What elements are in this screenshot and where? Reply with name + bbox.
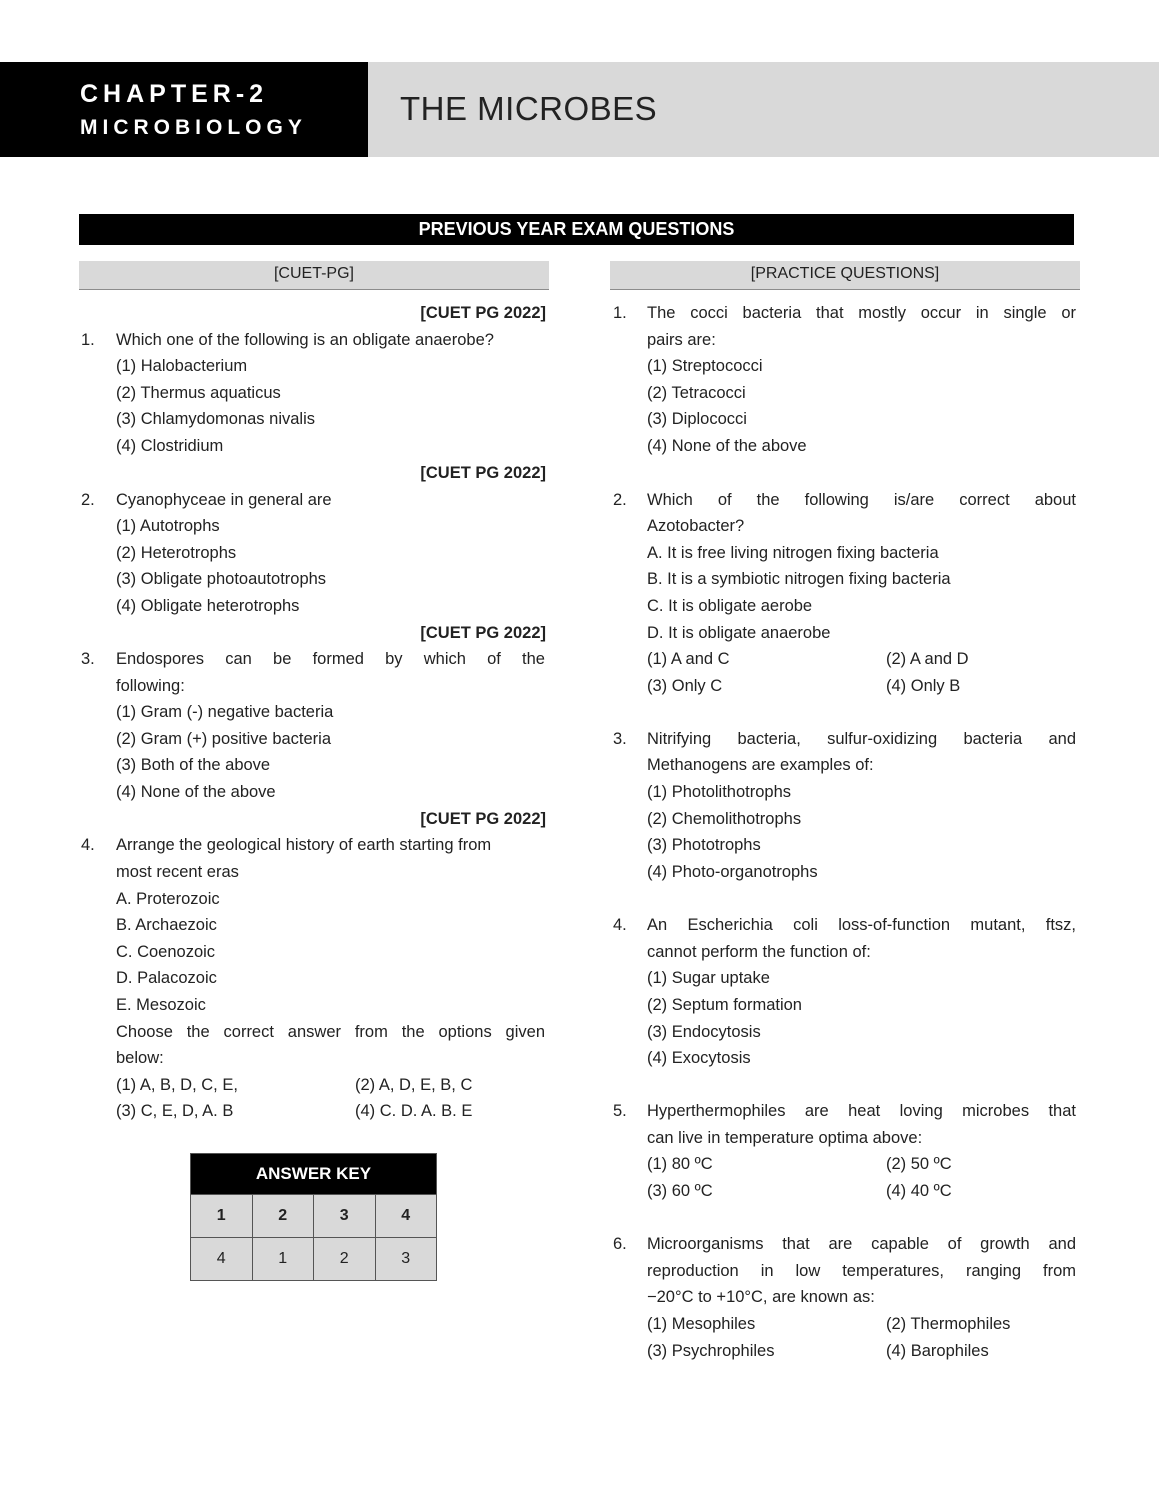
chapter-block xyxy=(0,62,368,157)
answer-key-question: 4 xyxy=(375,1195,437,1238)
cuet-pg-column xyxy=(79,261,549,290)
list-item: A. Proterozoic xyxy=(116,890,220,908)
answer-key-answer: 1 xyxy=(252,1238,314,1281)
option: (3) C, E, D, A. B xyxy=(116,1102,234,1120)
list-item: C. Coenozoic xyxy=(116,943,216,961)
answer-key-question: 3 xyxy=(314,1195,376,1238)
exam-tag: [CUET PG 2022] xyxy=(420,810,546,828)
option: (1) Autotrophs xyxy=(116,517,220,535)
list-item: A. It is free living nitrogen fixing bacteria xyxy=(647,544,939,562)
option: (2) Thermus aquaticus xyxy=(116,384,281,402)
option: (4) Barophiles xyxy=(886,1342,989,1360)
question-number: 1. xyxy=(613,304,627,322)
option: (4) Only B xyxy=(886,677,961,695)
exam-tag: [CUET PG 2022] xyxy=(420,624,546,642)
list-item: B. It is a symbiotic nitrogen fixing bacteria xyxy=(647,570,951,588)
question-text: can live in temperature optima above: xyxy=(647,1129,923,1147)
list-item: E. Mesozoic xyxy=(116,996,206,1014)
question-text: Methanogens are examples of: xyxy=(647,756,874,774)
question-text: Endospores can be formed by which of the xyxy=(116,650,545,668)
option: (2) Septum formation xyxy=(647,996,802,1014)
list-item: B. Archaezoic xyxy=(116,916,217,934)
question-text: Azotobacter? xyxy=(647,517,745,535)
question-text: Arrange the geological history of earth starting from xyxy=(116,836,492,854)
option: (4) Exocytosis xyxy=(647,1049,751,1067)
question-text: The cocci bacteria that mostly occur in single or xyxy=(647,304,1076,322)
list-item: C. It is obligate aerobe xyxy=(647,597,813,615)
option: (2) A, D, E, B, C xyxy=(355,1076,473,1094)
question-text: cannot perform the function of: xyxy=(647,943,871,961)
option: (4) C. D. A. B. E xyxy=(355,1102,473,1120)
question-number: 4. xyxy=(613,916,627,934)
question-text: Which one of the following is an obligate anaerobe? xyxy=(116,331,494,349)
answer-key-answer: 2 xyxy=(314,1238,376,1281)
question-number: 4. xyxy=(81,836,95,854)
question-text: pairs are: xyxy=(647,331,716,349)
option: (3) Obligate photoautotrophs xyxy=(116,570,327,588)
question-number: 2. xyxy=(613,491,627,509)
answer-key-answer: 3 xyxy=(375,1238,437,1281)
option: (3) Phototrophs xyxy=(647,836,761,854)
option: (4) Obligate heterotrophs xyxy=(116,597,300,615)
option: (3) 60 ºC xyxy=(647,1182,713,1200)
option: (4) 40 ºC xyxy=(886,1182,952,1200)
option: (4) None of the above xyxy=(116,783,276,801)
question-text: −20°C to +10°C, are known as: xyxy=(647,1288,875,1306)
question-text: following: xyxy=(116,677,185,695)
option: (2) 50 ºC xyxy=(886,1155,952,1173)
section-banner: PREVIOUS YEAR EXAM QUESTIONS xyxy=(79,214,1074,245)
option: (1) 80 ºC xyxy=(647,1155,713,1173)
list-item: D. Palacozoic xyxy=(116,969,217,987)
question-number: 3. xyxy=(613,730,627,748)
question-text: Choose the correct answer from the options given xyxy=(116,1023,545,1041)
option: (2) Gram (+) positive bacteria xyxy=(116,730,332,748)
list-item: D. It is obligate anaerobe xyxy=(647,624,831,642)
option: (3) Both of the above xyxy=(116,756,271,774)
option: (2) Tetracocci xyxy=(647,384,746,402)
option: (1) Photolithotrophs xyxy=(647,783,791,801)
option: (1) A, B, D, C, E, xyxy=(116,1076,238,1094)
question-number: 5. xyxy=(613,1102,627,1120)
option: (1) Streptococci xyxy=(647,357,763,375)
question-text: Hyperthermophiles are heat loving microbes that xyxy=(647,1102,1076,1120)
option: (4) Clostridium xyxy=(116,437,224,455)
chapter-label: CHAPTER-2 xyxy=(80,80,269,108)
answer-key-title: ANSWER KEY xyxy=(191,1154,437,1195)
question-number: 2. xyxy=(81,491,95,509)
option: (4) Photo-organotrophs xyxy=(647,863,818,881)
option: (2) Chemolithotrophs xyxy=(647,810,802,828)
option: (2) Thermophiles xyxy=(886,1315,1011,1333)
question-number: 3. xyxy=(81,650,95,668)
question-text: Cyanophyceae in general are xyxy=(116,491,332,509)
option: (3) Psychrophiles xyxy=(647,1342,775,1360)
option: (1) Gram (-) negative bacteria xyxy=(116,703,334,721)
answer-key-table xyxy=(190,1153,437,1281)
option: (3) Only C xyxy=(647,677,723,695)
question-text: below: xyxy=(116,1049,164,1067)
answer-key-question: 2 xyxy=(252,1195,314,1238)
title-block xyxy=(368,62,1159,157)
option: (3) Diplococci xyxy=(647,410,747,428)
question-text: Microorganisms that are capable of growth and xyxy=(647,1235,1076,1253)
exam-tag: [CUET PG 2022] xyxy=(420,464,546,482)
question-text: most recent eras xyxy=(116,863,239,881)
answer-key-question: 1 xyxy=(191,1195,253,1238)
exam-tag: [CUET PG 2022] xyxy=(420,304,546,322)
question-text: An Escherichia coli loss-of-function mutant, ftsz, xyxy=(647,916,1076,934)
answer-key-answer: 4 xyxy=(191,1238,253,1281)
question-number: 6. xyxy=(613,1235,627,1253)
question-text: Nitrifying bacteria, sulfur-oxidizing bacteria and xyxy=(647,730,1076,748)
question-text: Which of the following is/are correct about xyxy=(647,491,1076,509)
option: (1) Sugar uptake xyxy=(647,969,770,987)
option: (1) Mesophiles xyxy=(647,1315,756,1333)
column-heading: [PRACTICE QUESTIONS] xyxy=(610,261,1080,290)
option: (1) A and C xyxy=(647,650,730,668)
option: (4) None of the above xyxy=(647,437,807,455)
option: (1) Halobacterium xyxy=(116,357,248,375)
page-title: THE MICROBES xyxy=(400,90,658,127)
option: (3) Endocytosis xyxy=(647,1023,761,1041)
column-heading: [CUET-PG] xyxy=(79,261,549,290)
option: (2) A and D xyxy=(886,650,969,668)
option: (3) Chlamydomonas nivalis xyxy=(116,410,315,428)
option: (2) Heterotrophs xyxy=(116,544,237,562)
question-number: 1. xyxy=(81,331,95,349)
subject-label: MICROBIOLOGY xyxy=(80,116,307,139)
question-text: reproduction in low temperatures, ranging from xyxy=(647,1262,1076,1280)
practice-column xyxy=(610,261,1080,290)
